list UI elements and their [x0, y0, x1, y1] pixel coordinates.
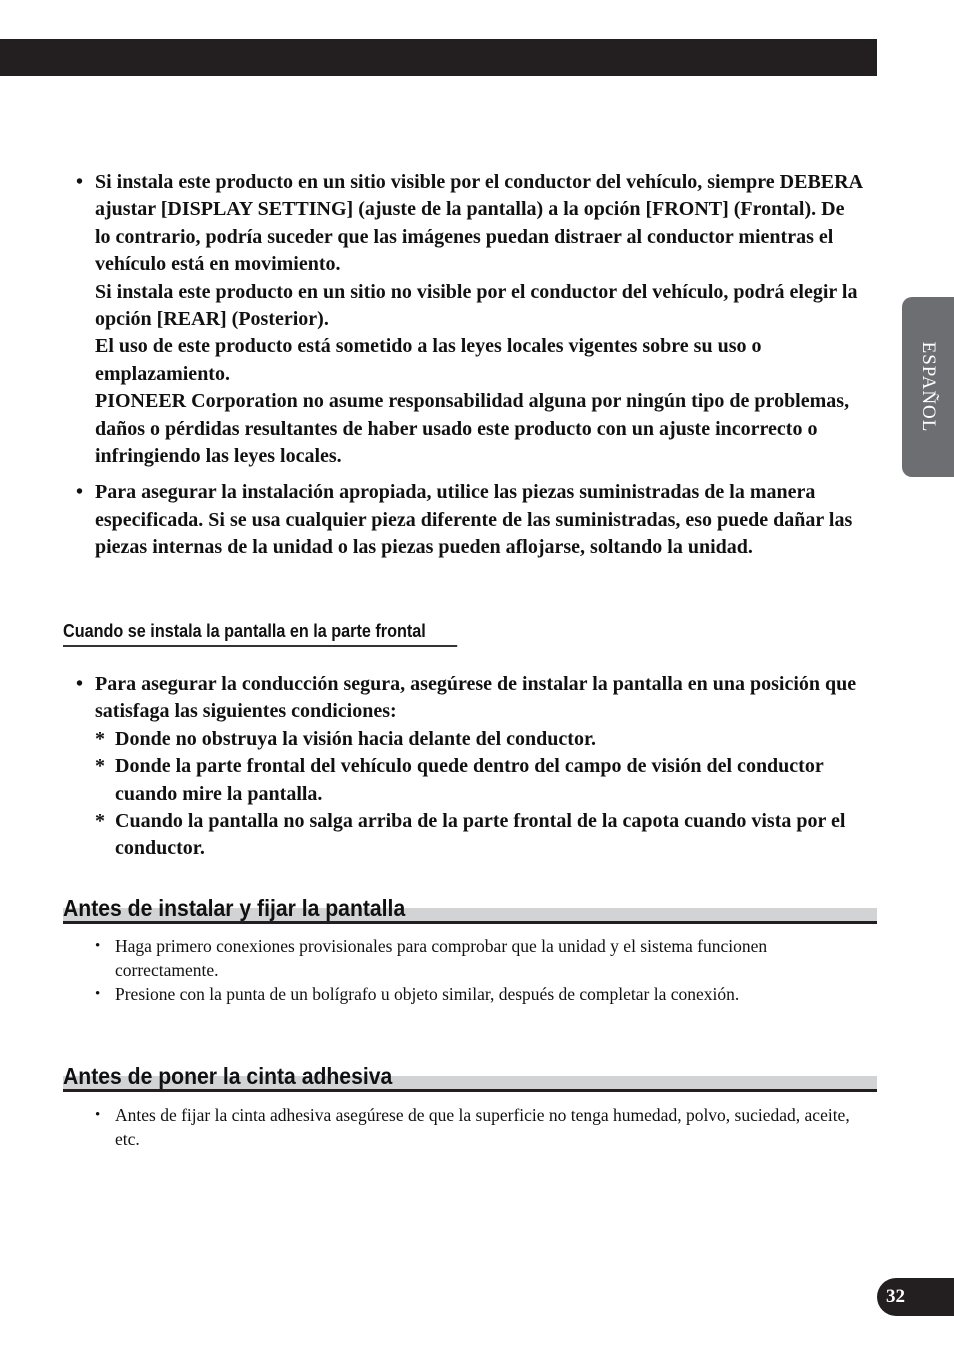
section-heading-before-install: [63, 895, 877, 925]
condition-item: * Donde la parte frontal del vehículo quede dentro del campo de visión del conductor cuando mire la pantalla.: [95, 753, 863, 808]
page-number: 32: [886, 1286, 905, 1307]
condition-item: * Donde no obstruya la visión hacia delante del conductor.: [95, 726, 863, 753]
page-number-badge: [877, 1278, 954, 1316]
section-heading-tape: [63, 1063, 877, 1093]
tape-list: [95, 1103, 855, 1151]
language-tab-label: ESPAÑOL: [918, 341, 939, 433]
warning-paragraph: • Si instala este producto en un sitio visible por el conductor del vehículo, siempre DEBERA ajustar [DISPLAY SETTING] (ajuste de la pantalla) a la opción [FRONT] (Frontal). De lo contrario, podría suceder que las imágenes puedan distraer al conductor mientras el vehículo está en movimiento.: [95, 171, 862, 276]
list-item: • Antes de fijar la cinta adhesiva asegúrese de que la superficie no tenga humedad, polvo, suciedad, aceite, etc.: [95, 1103, 855, 1151]
language-tab: [902, 297, 954, 477]
list-item: • Presione con la punta de un bolígrafo u objeto similar, después de completar la conexión.: [95, 982, 855, 1006]
condition-item: * Cuando la pantalla no salga arriba de la parte frontal de la capota cuando vista por el conductor.: [95, 808, 863, 863]
front-install-item: [73, 671, 863, 863]
warning-paragraph: El uso de este producto está sometido a las leyes locales vigentes sobre su uso o emplazamiento.: [95, 335, 762, 385]
section-title: Antes de instalar y fijar la pantalla: [63, 895, 406, 921]
conditions-list: [95, 726, 863, 863]
warning-list: [73, 169, 863, 562]
front-install-heading: Cuando se instala la pantalla en la parte frontal: [63, 621, 457, 647]
warning-item-parts: • Para asegurar la instalación apropiada, utilice las piezas suministradas de la manera especificada. Si se usa cualquier pieza diferente de las suministradas, eso puede dañar las piezas internas de la unidad o las piezas pueden aflojarse, soltando la unidad.: [73, 479, 863, 561]
warning-paragraph: Si instala este producto en un sitio no visible por el conductor del vehículo, podrá elegir la opción [REAR] (Posterior).: [95, 280, 858, 331]
list-item: • Haga primero conexiones provisionales para comprobar que la unidad y el sistema funcionen correctamente.: [95, 934, 855, 982]
front-install-text: • Para asegurar la conducción segura, asegúrese de instalar la pantalla en una posición que satisfaga las siguientes condiciones:: [95, 673, 857, 723]
warning-item-display-setting: [73, 169, 863, 470]
warning-paragraph: PIONEER Corporation no asume responsabilidad alguna por ningún tipo de problemas, daños o pérdidas resultantes de haber usado este producto con un ajuste incorrecto o infringiendo las leyes locales.: [95, 390, 850, 468]
front-install-list: [73, 671, 863, 863]
before-install-list: [95, 934, 855, 1006]
section-title: Antes de poner la cinta adhesiva: [63, 1063, 393, 1089]
header-bar: [0, 39, 877, 76]
